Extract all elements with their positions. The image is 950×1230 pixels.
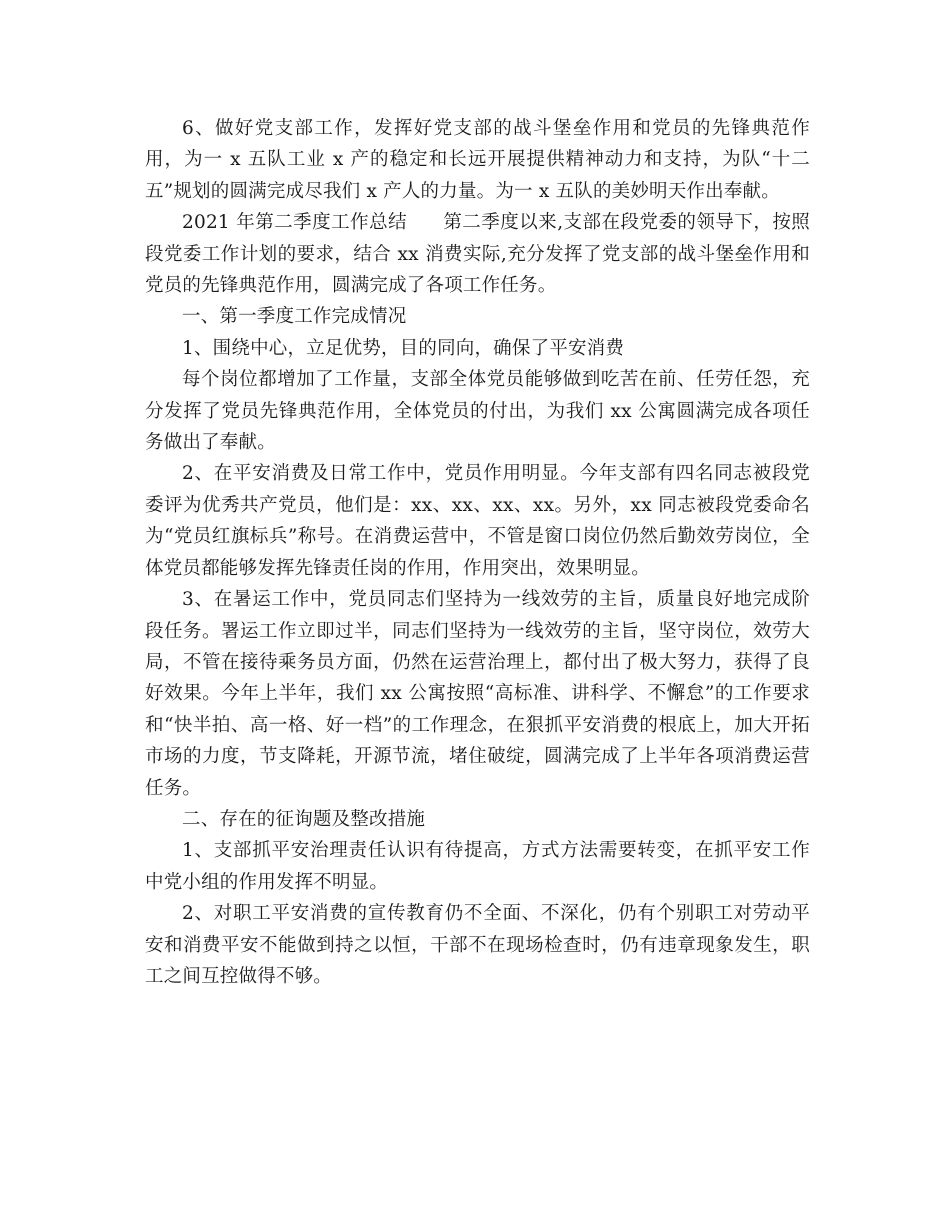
paragraph-party-branch-work: 6、做好党支部工作，发挥好党支部的战斗堡垒作用和党员的先锋典范作用，为一 x 五队工业 x 产的稳定和长远开展提供精神动力和支持，为队“十二五”规划的圆满完成尽我们 x 产人的力量。为一 x 五队的美妙明天作出奉献。 (145, 118, 810, 202)
summary-intro-text: 第二季度以来,支部在段党委的领导下，按照段党委工作计划的要求，结合 xx 消费实际,充分发挥了党支部的战斗堡垒作用和党员的先锋典范作用，圆满完成了各项工作任务。 (145, 212, 810, 297)
paragraph-party-member-role: 2、在平安消费及日常工作中，党员作用明显。今年支部有四名同志被段党委评为优秀共产党员，他们是：xx、xx、xx、xx。另外，xx 同志被段党委命名为“党员红旗标兵”称号。在消费运营中，不管是窗口岗位仍然后勤效劳岗位，全体党员都能够发挥先锋责任岗的作用，作用突出，效果明显。 (145, 463, 810, 579)
paragraph-summer-transport: 3、在暑运工作中，党员同志们坚持为一线效劳的主旨，质量良好地完成阶段任务。署运工作立即过半，同志们坚持为一线效劳的主旨，坚守岗位，效劳大局，不管在接待乘务员方面，仍然在运营治理上，都付出了极大努力，获得了良好效果。今年上半年，我们 xx 公寓按照“高标准、讲科学、不懈怠”的工作要求和“快半拍、高一格、好一档”的工作理念，在狠抓平安消费的根底上，加大开拓市场的力度，节支降耗，开源节流，堵住破绽，圆满完成了上半年各项消费运营任务。 (145, 589, 810, 799)
paragraph-summary-intro (145, 207, 810, 301)
document-body (145, 113, 810, 992)
paragraph-problem-1: 1、支部抓平安治理责任认识有待提高，方式方法需要转变，在抓平安工作中党小组的作用发挥不明显。 (145, 840, 810, 893)
paragraph-problem-2: 2、对职工平安消费的宣传教育仍不全面、不深化，仍有个别职工对劳动平安和消费平安不能做到持之以恒，干部不在现场检查时，仍有违章现象发生，职工之间互控做得不够。 (145, 903, 810, 987)
paragraph-workload: 每个岗位都增加了工作量，支部全体党员能够做到吃苦在前、任劳任怨，充分发挥了党员先锋典范作用，全体党员的付出，为我们 xx 公寓圆满完成各项任务做出了奉献。 (145, 369, 810, 454)
heading-q1-completion: 一、第一季度工作完成情况 (182, 306, 407, 328)
heading-problems-measures: 二、存在的征询题及整改措施 (182, 808, 426, 830)
section-title-q2-summary: 2021 年第二季度工作总结 (182, 212, 408, 234)
subheading-safe-production: 1、围绕中心，立足优势，目的同向，确保了平安消费 (182, 337, 625, 359)
